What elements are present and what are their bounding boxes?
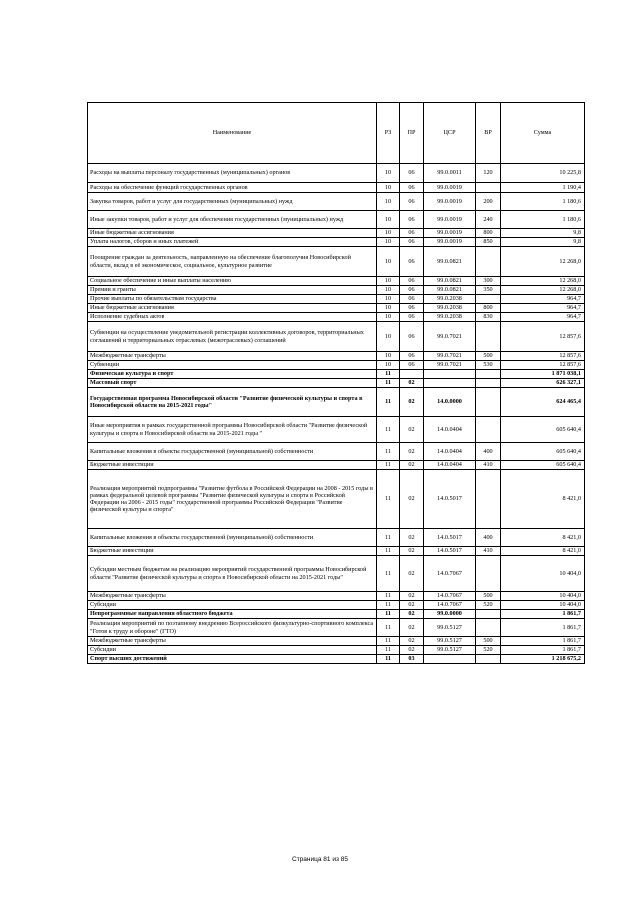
table-row [88, 247, 585, 277]
cell-pr: 06 [400, 193, 424, 211]
cell-name: Прочие выплаты по обязательствам государства [88, 295, 377, 304]
cell-name: Иные мероприятия в рамках государственной программы Новосибирской области "Развитие физической культуры и спорта в Новосибирской области на 2015-2021 годы " [88, 417, 377, 443]
cell-rz: 10 [377, 313, 400, 322]
cell-csr [424, 370, 476, 379]
cell-pr: 02 [400, 388, 424, 417]
cell-csr: 99.0.7021 [424, 361, 476, 370]
cell-rz: 10 [377, 183, 400, 193]
cell-name: Капитальные вложения в объекты государственной (муниципальной) собственности [88, 443, 377, 461]
cell-vr: 410 [476, 547, 501, 556]
cell-csr: 99.0.0821 [424, 286, 476, 295]
cell-name: Иные бюджетные ассигнования [88, 304, 377, 313]
table-row [88, 286, 585, 295]
cell-pr: 02 [400, 379, 424, 388]
cell-rz: 11 [377, 592, 400, 601]
page-number: Страница 81 из 85 [292, 856, 348, 863]
cell-rz: 11 [377, 655, 400, 664]
cell-pr: 02 [400, 592, 424, 601]
cell-rz: 10 [377, 304, 400, 313]
cell-pr: 06 [400, 238, 424, 247]
budget-table [87, 102, 585, 664]
cell-sum: 10 404,0 [501, 556, 585, 592]
cell-pr: 06 [400, 295, 424, 304]
cell-vr [476, 295, 501, 304]
cell-rz: 11 [377, 443, 400, 461]
cell-sum: 1 861,7 [501, 637, 585, 646]
cell-rz: 11 [377, 470, 400, 529]
cell-name: Иные закупки товаров, работ и услуг для обеспечения государственных (муниципальных) нужд [88, 211, 377, 229]
cell-sum: 12 268,0 [501, 286, 585, 295]
cell-rz: 11 [377, 388, 400, 417]
cell-pr: 02 [400, 529, 424, 547]
cell-name: Исполнение судебных актов [88, 313, 377, 322]
cell-csr: 14.0.0000 [424, 388, 476, 417]
cell-name: Физическая культура и спорт [88, 370, 377, 379]
table-row [88, 322, 585, 352]
cell-vr: 530 [476, 361, 501, 370]
header-rz: РЗ [377, 103, 400, 164]
cell-sum: 10 225,8 [501, 164, 585, 183]
cell-sum: 10 404,0 [501, 592, 585, 601]
cell-vr [476, 183, 501, 193]
cell-csr: 14.0.5017 [424, 547, 476, 556]
table-row [88, 193, 585, 211]
table-body [88, 164, 585, 664]
table-row [88, 619, 585, 637]
cell-sum: 8 421,0 [501, 547, 585, 556]
header-sum: Сумма [501, 103, 585, 164]
cell-sum: 626 327,1 [501, 379, 585, 388]
cell-sum: 605 640,4 [501, 443, 585, 461]
cell-name: Социальное обеспечение и иные выплаты населению [88, 277, 377, 286]
cell-sum: 12 857,6 [501, 361, 585, 370]
cell-pr: 03 [400, 655, 424, 664]
cell-csr: 14.0.5017 [424, 470, 476, 529]
cell-rz: 10 [377, 352, 400, 361]
cell-rz: 10 [377, 247, 400, 277]
cell-vr [476, 619, 501, 637]
cell-name: Закупка товаров, работ и услуг для государственных (муниципальных) нужд [88, 193, 377, 211]
cell-csr: 14.0.7067 [424, 601, 476, 610]
table-row [88, 637, 585, 646]
cell-pr: 06 [400, 183, 424, 193]
table-row [88, 277, 585, 286]
cell-csr: 99.0.2038 [424, 313, 476, 322]
cell-sum: 964,7 [501, 295, 585, 304]
table-row [88, 556, 585, 592]
cell-pr [400, 370, 424, 379]
cell-sum: 1 861,7 [501, 610, 585, 619]
cell-name: Субсидии местным бюджетам на реализацию мероприятий государственной программы Новосибирской области "Развитие физической культуры и спорта в Новосибирской области на 2015-2021 годы" [88, 556, 377, 592]
cell-pr: 06 [400, 164, 424, 183]
cell-sum: 12 857,6 [501, 322, 585, 352]
cell-name: Межбюджетные трансферты [88, 352, 377, 361]
table-row [88, 379, 585, 388]
cell-name: Межбюджетные трансферты [88, 592, 377, 601]
cell-sum: 1 180,6 [501, 193, 585, 211]
cell-sum: 605 640,4 [501, 461, 585, 470]
cell-pr: 02 [400, 470, 424, 529]
cell-name: Иные бюджетные ассигнования [88, 229, 377, 238]
cell-csr: 99.0.0019 [424, 238, 476, 247]
cell-name: Спорт высших достижений [88, 655, 377, 664]
cell-rz: 10 [377, 277, 400, 286]
cell-vr: 800 [476, 304, 501, 313]
cell-sum: 1 861,7 [501, 619, 585, 637]
table-row [88, 417, 585, 443]
cell-csr: 14.0.0404 [424, 417, 476, 443]
cell-pr: 02 [400, 610, 424, 619]
cell-sum: 605 640,4 [501, 417, 585, 443]
table-row [88, 388, 585, 417]
cell-csr: 99.0.0019 [424, 183, 476, 193]
cell-name: Уплата налогов, сборов и иных платежей [88, 238, 377, 247]
cell-vr [476, 655, 501, 664]
cell-name: Массовый спорт [88, 379, 377, 388]
table-row [88, 313, 585, 322]
table-row [88, 211, 585, 229]
table-row [88, 164, 585, 183]
cell-vr: 410 [476, 461, 501, 470]
cell-sum: 10 404,0 [501, 601, 585, 610]
cell-rz: 10 [377, 211, 400, 229]
cell-vr: 300 [476, 277, 501, 286]
cell-sum: 8 421,0 [501, 470, 585, 529]
cell-csr: 99.0.7021 [424, 352, 476, 361]
cell-sum: 9,8 [501, 229, 585, 238]
cell-pr: 02 [400, 646, 424, 655]
cell-csr: 99.0.2038 [424, 295, 476, 304]
cell-csr: 99.0.0019 [424, 229, 476, 238]
table-row [88, 592, 585, 601]
header-name: Наименование [88, 103, 377, 164]
cell-csr: 99.0.0019 [424, 193, 476, 211]
cell-name: Капитальные вложения в объекты государственной (муниципальной) собственности [88, 529, 377, 547]
table-row [88, 443, 585, 461]
cell-rz: 11 [377, 610, 400, 619]
table-row [88, 646, 585, 655]
table-row [88, 547, 585, 556]
cell-pr: 02 [400, 637, 424, 646]
cell-vr: 850 [476, 238, 501, 247]
cell-csr: 14.0.7067 [424, 592, 476, 601]
cell-vr [476, 247, 501, 277]
cell-rz: 10 [377, 238, 400, 247]
cell-pr: 02 [400, 547, 424, 556]
cell-vr: 240 [476, 211, 501, 229]
cell-pr: 02 [400, 556, 424, 592]
cell-rz: 11 [377, 529, 400, 547]
cell-name: Расходы на обеспечение функций государственных органов [88, 183, 377, 193]
cell-pr: 06 [400, 211, 424, 229]
cell-name: Субвенции [88, 361, 377, 370]
cell-rz: 11 [377, 547, 400, 556]
cell-vr [476, 322, 501, 352]
cell-vr: 520 [476, 601, 501, 610]
cell-pr: 06 [400, 286, 424, 295]
cell-sum: 1 861,7 [501, 646, 585, 655]
cell-pr: 02 [400, 461, 424, 470]
cell-pr: 06 [400, 361, 424, 370]
cell-name: Реализация мероприятий по поэтапному внедрению Всероссийского физкультурно-спортивного комплекса "Готов к труду и обороне" (ГТО) [88, 619, 377, 637]
cell-name: Реализация мероприятий подпрограммы "Развитие футбола в Российской Федерации на 2008 - 2015 годы в рамках федеральной целевой программы "Развитие физической культуры и спорта в Российской Федерации на 2006 - 2015 годы" государственной программы Российской Федерации "Развитие физической культуры и спорта" [88, 470, 377, 529]
cell-rz: 11 [377, 379, 400, 388]
cell-rz: 10 [377, 193, 400, 211]
cell-vr [476, 388, 501, 417]
cell-rz: 11 [377, 646, 400, 655]
cell-vr: 500 [476, 592, 501, 601]
cell-rz: 11 [377, 461, 400, 470]
cell-vr: 200 [476, 193, 501, 211]
cell-sum: 964,7 [501, 313, 585, 322]
header-csr: ЦСР [424, 103, 476, 164]
cell-csr: 14.0.7067 [424, 556, 476, 592]
cell-name: Поощрение граждан за деятельность, направленную на обеспечение благополучия Новосибирской области, вклад в её экономическое, социальное, культурное развитие [88, 247, 377, 277]
cell-rz: 10 [377, 322, 400, 352]
cell-name: Расходы на выплаты персоналу государственных (муниципальных) органов [88, 164, 377, 183]
cell-pr: 06 [400, 313, 424, 322]
cell-csr: 99.0.0019 [424, 211, 476, 229]
cell-sum: 8 421,0 [501, 529, 585, 547]
cell-pr: 02 [400, 619, 424, 637]
cell-sum: 624 465,4 [501, 388, 585, 417]
cell-pr: 06 [400, 322, 424, 352]
cell-name: Субсидии [88, 601, 377, 610]
cell-pr: 06 [400, 247, 424, 277]
cell-name: Премии и гранты [88, 286, 377, 295]
cell-vr: 500 [476, 352, 501, 361]
header-pr: ПР [400, 103, 424, 164]
cell-csr [424, 379, 476, 388]
cell-vr [476, 556, 501, 592]
cell-pr: 06 [400, 304, 424, 313]
cell-pr: 02 [400, 443, 424, 461]
table-row [88, 238, 585, 247]
cell-csr: 14.0.0404 [424, 461, 476, 470]
cell-csr: 99.0.5127 [424, 637, 476, 646]
table-row [88, 470, 585, 529]
cell-sum: 12 857,6 [501, 352, 585, 361]
table-row [88, 529, 585, 547]
table-header-row [88, 103, 585, 164]
cell-csr: 14.0.0404 [424, 443, 476, 461]
cell-csr: 99.0.7021 [424, 322, 476, 352]
table-row [88, 304, 585, 313]
cell-pr: 06 [400, 277, 424, 286]
cell-vr [476, 470, 501, 529]
cell-name: Субвенции на осуществление уведомительной регистрации коллективных договоров, территориальных соглашений и территориальных отраслевых (межотраслевых) соглашений [88, 322, 377, 352]
cell-name: Непрограммные направления областного бюджета [88, 610, 377, 619]
table-row [88, 183, 585, 193]
cell-rz: 11 [377, 556, 400, 592]
cell-vr: 350 [476, 286, 501, 295]
cell-vr [476, 379, 501, 388]
cell-rz: 11 [377, 619, 400, 637]
cell-csr: 99.0.0011 [424, 164, 476, 183]
cell-pr: 02 [400, 417, 424, 443]
cell-rz: 10 [377, 295, 400, 304]
cell-vr: 830 [476, 313, 501, 322]
header-vr: ВР [476, 103, 501, 164]
cell-pr: 06 [400, 352, 424, 361]
cell-rz: 11 [377, 370, 400, 379]
cell-csr: 99.0.2038 [424, 304, 476, 313]
cell-name: Государственная программа Новосибирской области "Развитие физической культуры и спорта в Новосибирской области на 2015-2021 годы" [88, 388, 377, 417]
cell-sum: 964,7 [501, 304, 585, 313]
cell-csr: 99.0.0000 [424, 610, 476, 619]
cell-rz: 11 [377, 601, 400, 610]
cell-name: Субсидии [88, 646, 377, 655]
cell-rz: 10 [377, 164, 400, 183]
table-row [88, 461, 585, 470]
cell-vr: 500 [476, 637, 501, 646]
cell-vr: 120 [476, 164, 501, 183]
cell-sum: 1 218 675,2 [501, 655, 585, 664]
cell-rz: 10 [377, 229, 400, 238]
cell-name: Бюджетные инвестиции [88, 461, 377, 470]
cell-rz: 11 [377, 417, 400, 443]
cell-sum: 12 268,0 [501, 277, 585, 286]
cell-csr: 99.0.5127 [424, 646, 476, 655]
table-row [88, 295, 585, 304]
table-row [88, 370, 585, 379]
cell-csr: 99.0.0821 [424, 247, 476, 277]
cell-vr: 400 [476, 529, 501, 547]
budget-table-container [87, 102, 584, 664]
table-row [88, 229, 585, 238]
cell-vr: 520 [476, 646, 501, 655]
cell-rz: 10 [377, 286, 400, 295]
cell-csr: 14.0.5017 [424, 529, 476, 547]
cell-rz: 10 [377, 361, 400, 370]
cell-sum: 1 190,4 [501, 183, 585, 193]
cell-vr: 400 [476, 443, 501, 461]
cell-vr [476, 417, 501, 443]
cell-pr: 06 [400, 229, 424, 238]
cell-pr: 02 [400, 601, 424, 610]
cell-vr [476, 370, 501, 379]
cell-csr: 99.0.5127 [424, 619, 476, 637]
cell-sum: 1 180,6 [501, 211, 585, 229]
cell-sum: 1 871 038,1 [501, 370, 585, 379]
cell-sum: 12 268,0 [501, 247, 585, 277]
cell-name: Бюджетные инвестиции [88, 547, 377, 556]
cell-csr: 99.0.0821 [424, 277, 476, 286]
table-row [88, 352, 585, 361]
cell-csr [424, 655, 476, 664]
cell-rz: 11 [377, 637, 400, 646]
cell-sum: 9,8 [501, 238, 585, 247]
table-row [88, 601, 585, 610]
table-row [88, 655, 585, 664]
table-row [88, 610, 585, 619]
cell-name: Межбюджетные трансферты [88, 637, 377, 646]
cell-vr: 800 [476, 229, 501, 238]
table-row [88, 361, 585, 370]
cell-vr [476, 610, 501, 619]
